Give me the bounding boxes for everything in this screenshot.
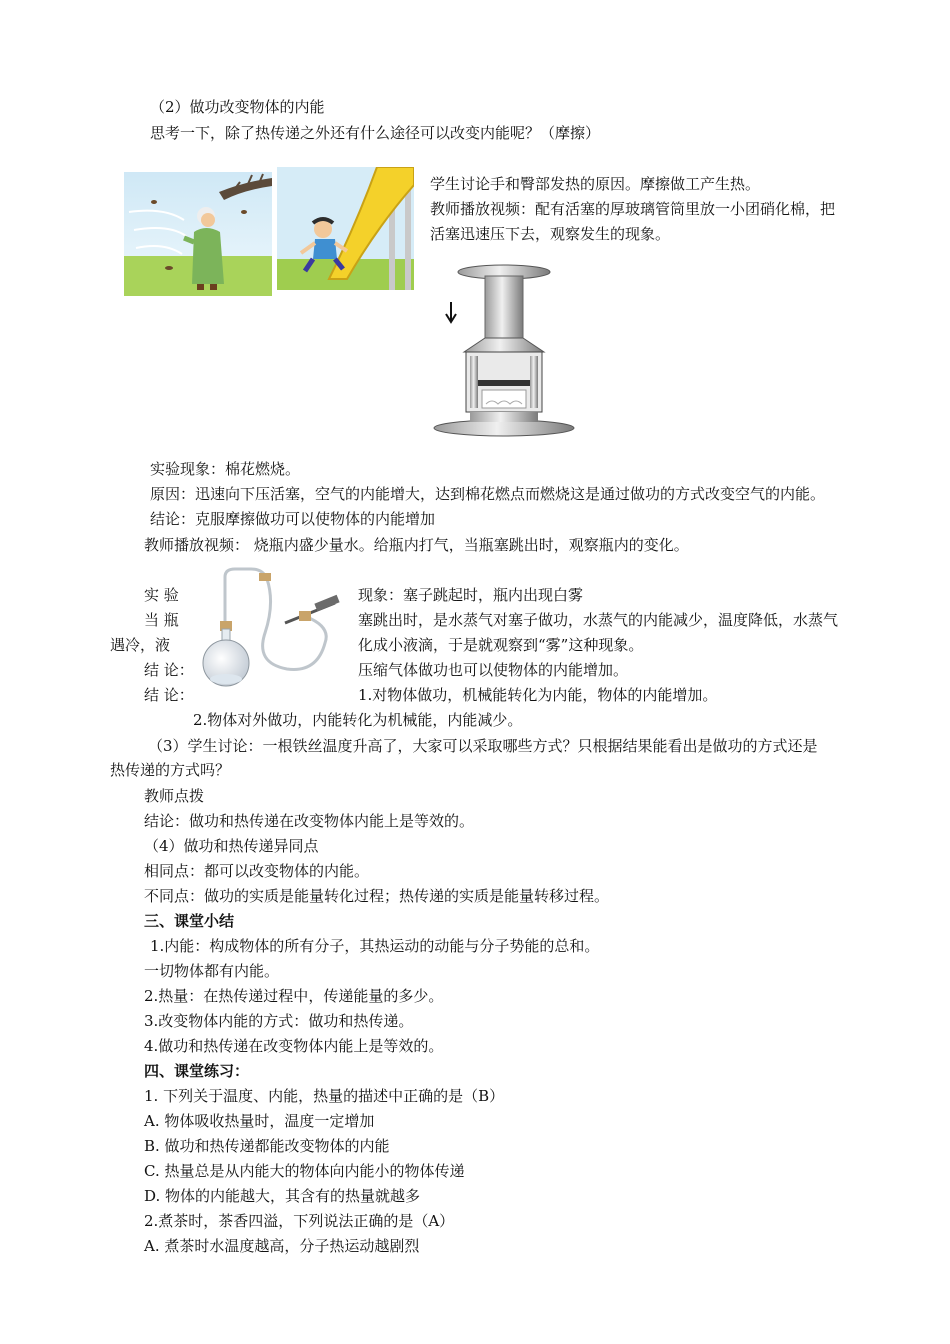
discussion-text: 学生讨论手和臀部发热的原因。摩擦做工产生热。 [430,175,761,193]
exercise-line: A. 物体吸收热量时，温度一定增加 [144,1112,375,1130]
conclusion-left-label-1: 结 论： [144,661,194,679]
section-heading-work: （2）做功改变物体的内能 [150,98,325,116]
summary-item: 3.改变物体内能的方式：做功和热传递。 [144,1012,414,1030]
think-question: 思考一下，除了热传递之外还有什么途径可以改变内能呢？（摩擦） [150,124,601,142]
exercise-line: 2.煮茶时，茶香四溢，下列说法正确的是（A） [144,1212,455,1230]
difference-text: 不同点：做功的实质是能量转化过程；热传递的实质是能量转移过程。 [144,887,610,905]
similarity-text: 相同点：都可以改变物体的内能。 [144,862,370,880]
video1-text-line2: 活塞迅速压下去，观察发生的现象。 [430,225,671,243]
discussion-question-line2: 热传递的方式吗？ [110,761,231,779]
summary-item: 1.内能：构成物体的所有分子，其热运动的动能与分子势能的总和。 [150,937,600,955]
video2-text: 教师播放视频： 烧瓶内盛少量水。给瓶内打气，当瓶塞跳出时，观察瓶内的变化。 [144,536,689,554]
conclusion-compression: 压缩气体做功也可以使物体的内能增加。 [358,661,629,679]
exercise-line: A. 煮茶时水温度越高，分子热运动越剧烈 [144,1237,420,1255]
experiment-conclusion: 结论：克服摩擦做功可以使物体的内能增加 [150,510,436,528]
exp-phenomenon-text: 现象：塞子跳起时，瓶内出现白雾 [358,586,584,604]
summary-item: 2.热量：在热传递过程中，传递能量的多少。 [144,987,444,1005]
piston-cylinder-icon [430,262,578,440]
when-left-label: 当 瓶 [144,611,179,629]
discussion-question-line1: （3）学生讨论：一根铁丝温度升高了，大家可以采取哪些方式？只根据结果能看出是做功的方式还是 [148,737,818,755]
exercise-line: 1. 下列关于温度、内能，热量的描述中正确的是（B） [144,1087,505,1105]
video1-text-line1: 教师播放视频：配有活塞的厚玻璃管筒里放一小团硝化棉，把 [430,200,836,218]
experiment-reason: 原因：迅速向下压活塞，空气的内能增大，达到棉花燃点而燃烧这是通过做功的方式改变空气的内能。 [150,485,826,503]
comparison-heading: （4）做功和热传递异同点 [144,837,319,855]
boy-on-slide-illustration [277,167,414,290]
summary-item: 4.做功和热传递在改变物体内能上是等效的。 [144,1037,444,1055]
summary-heading: 三、课堂小结 [144,912,235,930]
flask-pump-icon [195,563,345,691]
conclusion-point-2: 2.物体对外做功，内能转化为机械能，内能减少。 [193,711,523,729]
explanation-line2: 化成小液滴，于是就观察到“雾”这种现象。 [358,636,644,654]
experiment-phenomenon: 实验现象：棉花燃烧。 [150,460,301,478]
windy-old-woman-illustration [124,172,272,296]
exercise-line: C. 热量总是从内能大的物体向内能小的物体传递 [144,1162,465,1180]
teacher-hint: 教师点拨 [144,787,205,805]
exp-left-label: 实 验 [144,586,179,604]
equivalence-conclusion: 结论：做功和热传递在改变物体内能上是等效的。 [144,812,475,830]
explanation-line1: 塞跳出时，是水蒸气对塞子做功，水蒸气的内能减少，温度降低，水蒸气 [358,611,839,629]
cold-left-label: 遇冷，液 [110,636,171,654]
exercise-line: D. 物体的内能越大，其含有的热量就越多 [144,1187,421,1205]
conclusion-point-1: 1.对物体做功，机械能转化为内能，物体的内能增加。 [358,686,718,704]
conclusion-left-label-2: 结 论： [144,686,194,704]
exercise-heading: 四、课堂练习： [144,1062,250,1080]
summary-item: 一切物体都有内能。 [144,962,280,980]
exercise-line: B. 做功和热传递都能改变物体的内能 [144,1137,390,1155]
